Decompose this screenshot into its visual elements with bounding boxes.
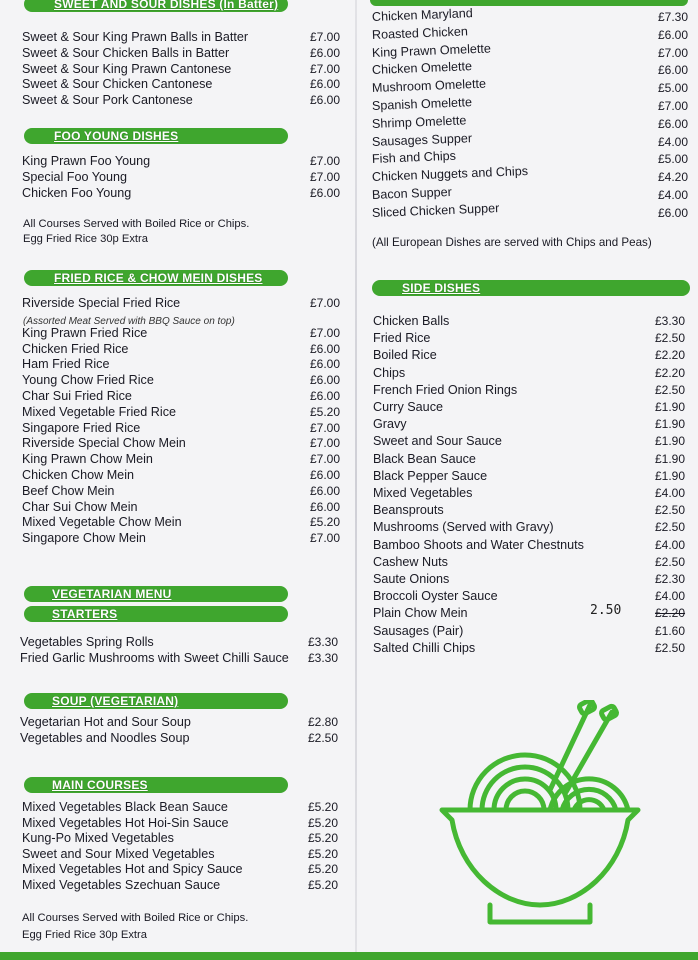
menu-item-price: £7.00 <box>310 30 341 44</box>
menu-item-price: £7.00 <box>310 169 341 184</box>
menu-item-name: Riverside Special Fried Rice <box>22 296 181 310</box>
menu-item-name: Mushroom Omelette <box>371 76 487 96</box>
menu-item-name: French Fried Onion Rings <box>373 382 518 397</box>
menu-item-name: Riverside Special Chow Mein <box>22 436 186 451</box>
menu-item-name: Vegetarian Hot and Sour Soup <box>20 715 191 729</box>
menu-item-price: £2.20 <box>655 606 686 621</box>
menu-item-name: Char Sui Chow Mein <box>22 499 138 514</box>
menu-item-name: Shrimp Omelette <box>371 113 467 131</box>
menu-item-name: Sweet and Sour Mixed Vegetables <box>22 846 215 861</box>
menu-item-price: £6.00 <box>310 468 341 482</box>
menu-item-name: Mixed Vegetables Hot Hoi-Sin Sauce <box>22 815 229 830</box>
menu-item-price: £7.00 <box>310 61 341 76</box>
noodle-bowl-icon <box>430 700 650 940</box>
menu-item-price: £5.20 <box>308 800 339 814</box>
menu-item-name: Chicken Fried Rice <box>22 341 129 356</box>
menu-item-name: Sweet and Sour Sauce <box>373 434 502 449</box>
menu-item-name: Chicken Balls <box>373 314 450 328</box>
header-soup-label: SOUP (VEGETARIAN) <box>52 694 179 708</box>
menu-item-price: £6.00 <box>658 116 689 131</box>
menu-item-name: Sweet & Sour Pork Cantonese <box>22 93 193 108</box>
menu-item-price: £7.00 <box>310 325 341 340</box>
menu-item-name: Mixed Vegetable Chow Mein <box>22 515 182 530</box>
menu-item-price: £4.00 <box>658 188 689 202</box>
handwritten-price: 2.50 <box>590 603 622 618</box>
menu-item-name: Broccoli Oyster Sauce <box>373 589 498 604</box>
menu-item-name: Mixed Vegetables Hot and Spicy Sauce <box>22 862 243 877</box>
menu-item-price: £1.60 <box>655 623 686 638</box>
menu-item-price: £6.00 <box>310 483 341 498</box>
header-foo-young-label: FOO YOUNG DISHES <box>54 129 179 143</box>
menu-item-name: Curry Sauce <box>373 400 443 414</box>
menu-item-price: £6.00 <box>310 357 341 372</box>
menu-item-name: Fried Rice <box>373 331 431 346</box>
menu-item-price: £2.50 <box>655 554 686 569</box>
menu-item-price: £7.00 <box>310 452 341 467</box>
menu-item-price: £2.30 <box>655 572 686 586</box>
menu-item-name: Singapore Fried Rice <box>22 420 141 435</box>
menu-item-price: £7.00 <box>310 154 341 168</box>
header-sweet-sour-label: SWEET AND SOUR DISHES (In Batter) <box>54 0 279 11</box>
menu-item-price: £7.00 <box>310 420 341 435</box>
menu-item-price: £4.00 <box>655 537 686 552</box>
menu-item-price: £1.90 <box>655 417 686 432</box>
menu-item-name: Plain Chow Mein <box>373 606 468 621</box>
menu-item-name: Singapore Chow Mein <box>22 531 146 546</box>
menu-item-price: £6.00 <box>310 93 341 108</box>
menu-item-price: £4.20 <box>658 170 689 185</box>
header-starters <box>24 606 288 622</box>
menu-item-price: £3.30 <box>655 314 686 328</box>
menu-item-name: King Prawn Fried Rice <box>22 325 148 340</box>
menu-item-price: £6.00 <box>658 205 689 220</box>
menu-item-price: £2.20 <box>655 348 686 363</box>
menu-item-name: Roasted Chicken <box>371 24 469 42</box>
menu-item-name: Beef Chow Mein <box>22 483 115 498</box>
menu-item-price: £6.00 <box>310 341 341 356</box>
menu-item-name: Char Sui Fried Rice <box>22 389 132 403</box>
menu-item-name: King Prawn Omelette <box>371 41 492 60</box>
header-fried-rice <box>24 270 288 286</box>
menu-item-name: Chicken Maryland <box>371 6 473 24</box>
menu-item-name: Beansprouts <box>373 503 444 518</box>
column-divider <box>355 0 357 960</box>
header-sweet-sour <box>24 0 288 12</box>
menu-item-price: £5.00 <box>658 81 689 96</box>
menu-item-name: Saute Onions <box>373 572 450 586</box>
menu-item-name: Young Chow Fried Rice <box>22 373 154 388</box>
menu-item-name: Sliced Chicken Supper <box>371 200 500 220</box>
menu-item-price: £6.00 <box>310 373 341 388</box>
menu-item-price: £5.20 <box>310 515 341 530</box>
menu-item-price: £6.00 <box>658 27 689 42</box>
menu-item-price: £2.20 <box>655 365 686 380</box>
menu-item-name: Cashew Nuts <box>373 554 448 569</box>
header-vegetarian <box>24 586 288 602</box>
header-right-top <box>370 0 688 6</box>
menu-item-name: Fish and Chips <box>371 149 457 167</box>
menu-item-name: King Prawn Chow Mein <box>22 452 153 467</box>
menu-item-price: £7.30 <box>658 10 689 24</box>
header-foo-young <box>24 128 288 144</box>
menu-item-price: £2.50 <box>655 331 686 346</box>
menu-item-price: £5.20 <box>308 815 339 830</box>
header-main-courses <box>24 777 288 793</box>
menu-item-price: £6.00 <box>658 63 689 78</box>
menu-item-price: £6.00 <box>310 77 341 92</box>
menu-item-name: Chicken Nuggets and Chips <box>371 164 529 185</box>
menu-item-name: Chips <box>373 365 406 380</box>
menu-item-name: Mixed Vegetables Black Bean Sauce <box>22 800 228 814</box>
menu-item-price: £4.00 <box>655 589 686 604</box>
menu-item-price: £6.00 <box>310 389 341 403</box>
main-note-2: Egg Fried Rice 30p Extra <box>22 929 147 941</box>
menu-item-name: Bamboo Shoots and Water Chestnuts <box>373 537 584 552</box>
menu-item-name: Sausages (Pair) <box>373 623 464 638</box>
menu-item-price: £2.50 <box>308 731 339 745</box>
header-soup <box>24 693 288 709</box>
menu-item-price: £3.30 <box>308 635 339 649</box>
menu-item-price: £5.20 <box>308 846 339 861</box>
menu-item-price: £2.50 <box>655 640 686 655</box>
menu-item-price: £6.00 <box>310 45 341 60</box>
menu-item-name: Chicken Omelette <box>371 59 473 78</box>
menu-item-price: £5.20 <box>308 862 339 877</box>
menu-item-price: £6.00 <box>310 185 341 200</box>
menu-item-name: Kung-Po Mixed Vegetables <box>22 831 174 846</box>
menu-item-price: £5.20 <box>310 404 341 419</box>
menu-item-name: Fried Garlic Mushrooms with Sweet Chilli Sauce <box>20 651 289 665</box>
menu-item-name: Mixed Vegetables <box>373 486 473 500</box>
menu-item-name: King Prawn Foo Young <box>22 154 151 168</box>
menu-item-name: Gravy <box>373 417 407 432</box>
main-note-1: All Courses Served with Boiled Rice or Chips. <box>22 912 249 924</box>
menu-item-price: £7.00 <box>310 296 341 310</box>
menu-item-price: £5.20 <box>308 831 339 846</box>
menu-item-price: £2.50 <box>655 520 686 535</box>
menu-item-price: £7.00 <box>658 45 689 60</box>
menu-item-price: £2.50 <box>655 382 686 397</box>
menu-item-name: Mixed Vegetables Szechuan Sauce <box>22 878 221 892</box>
menu-item-price: £6.00 <box>310 499 341 514</box>
menu-item-name: Sweet & Sour Chicken Balls in Batter <box>22 45 230 60</box>
menu-item-name: Salted Chilli Chips <box>373 640 476 655</box>
menu-item-name: Vegetables Spring Rolls <box>20 635 154 649</box>
menu-item-name: Black Bean Sauce <box>373 451 476 466</box>
menu-item-price: £4.00 <box>658 134 689 149</box>
menu-item-name: Ham Fried Rice <box>22 357 110 372</box>
menu-item-price: £2.50 <box>655 503 686 518</box>
menu-item-price: £2.80 <box>308 715 339 729</box>
menu-item-name: Sweet & Sour King Prawn Cantonese <box>22 61 232 76</box>
menu-item-price: £5.20 <box>308 878 339 892</box>
menu-item-name: Bacon Supper <box>371 184 453 202</box>
menu-item-price: £3.30 <box>308 651 339 665</box>
menu-item-name: Boiled Rice <box>373 348 437 363</box>
header-main-courses-label: MAIN COURSES <box>52 778 148 792</box>
fried-rice-sub-note: (Assorted Meat Served with BBQ Sauce on top) <box>23 316 235 327</box>
foo-young-note-2: Egg Fried Rice 30p Extra <box>23 233 148 245</box>
menu-item-price: £1.90 <box>655 400 686 414</box>
menu-item-price: £1.90 <box>655 434 686 449</box>
menu-item-name: Vegetables and Noodles Soup <box>20 731 190 745</box>
menu-item-price: £1.90 <box>655 468 686 483</box>
menu-item-name: Chicken Chow Mein <box>22 468 134 482</box>
header-vegetarian-label: VEGETARIAN MENU <box>52 587 172 601</box>
header-fried-rice-label: FRIED RICE & CHOW MEIN DISHES <box>54 271 263 285</box>
header-side-dishes <box>372 280 690 296</box>
menu-item-price: £7.00 <box>310 531 341 546</box>
menu-item-name: Sausages Supper <box>371 130 473 149</box>
menu-item-name: Sweet & Sour King Prawn Balls in Batter <box>22 30 249 44</box>
menu-item-price: £1.90 <box>655 451 686 466</box>
menu-item-name: Special Foo Young <box>22 169 128 184</box>
menu-item-name: Black Pepper Sauce <box>373 468 488 483</box>
menu-item-name: Spanish Omelette <box>371 95 473 113</box>
menu-item-name: Mushrooms (Served with Gravy) <box>373 520 554 535</box>
foo-young-note-1: All Courses Served with Boiled Rice or Chips. <box>23 218 250 230</box>
menu-item-price: £5.00 <box>658 152 689 167</box>
menu-item-name: Sweet & Sour Chicken Cantonese <box>22 77 213 92</box>
menu-item-name: Chicken Foo Young <box>22 185 132 200</box>
european-note: (All European Dishes are served with Chips and Peas) <box>372 236 652 249</box>
menu-item-price: £7.00 <box>310 436 341 451</box>
header-side-dishes-label: SIDE DISHES <box>402 281 481 295</box>
menu-item-price: £7.00 <box>658 99 689 113</box>
bottom-band <box>0 952 698 960</box>
menu-item-price: £4.00 <box>655 486 686 500</box>
header-starters-label: STARTERS <box>52 607 118 621</box>
menu-item-name: Mixed Vegetable Fried Rice <box>22 404 177 419</box>
